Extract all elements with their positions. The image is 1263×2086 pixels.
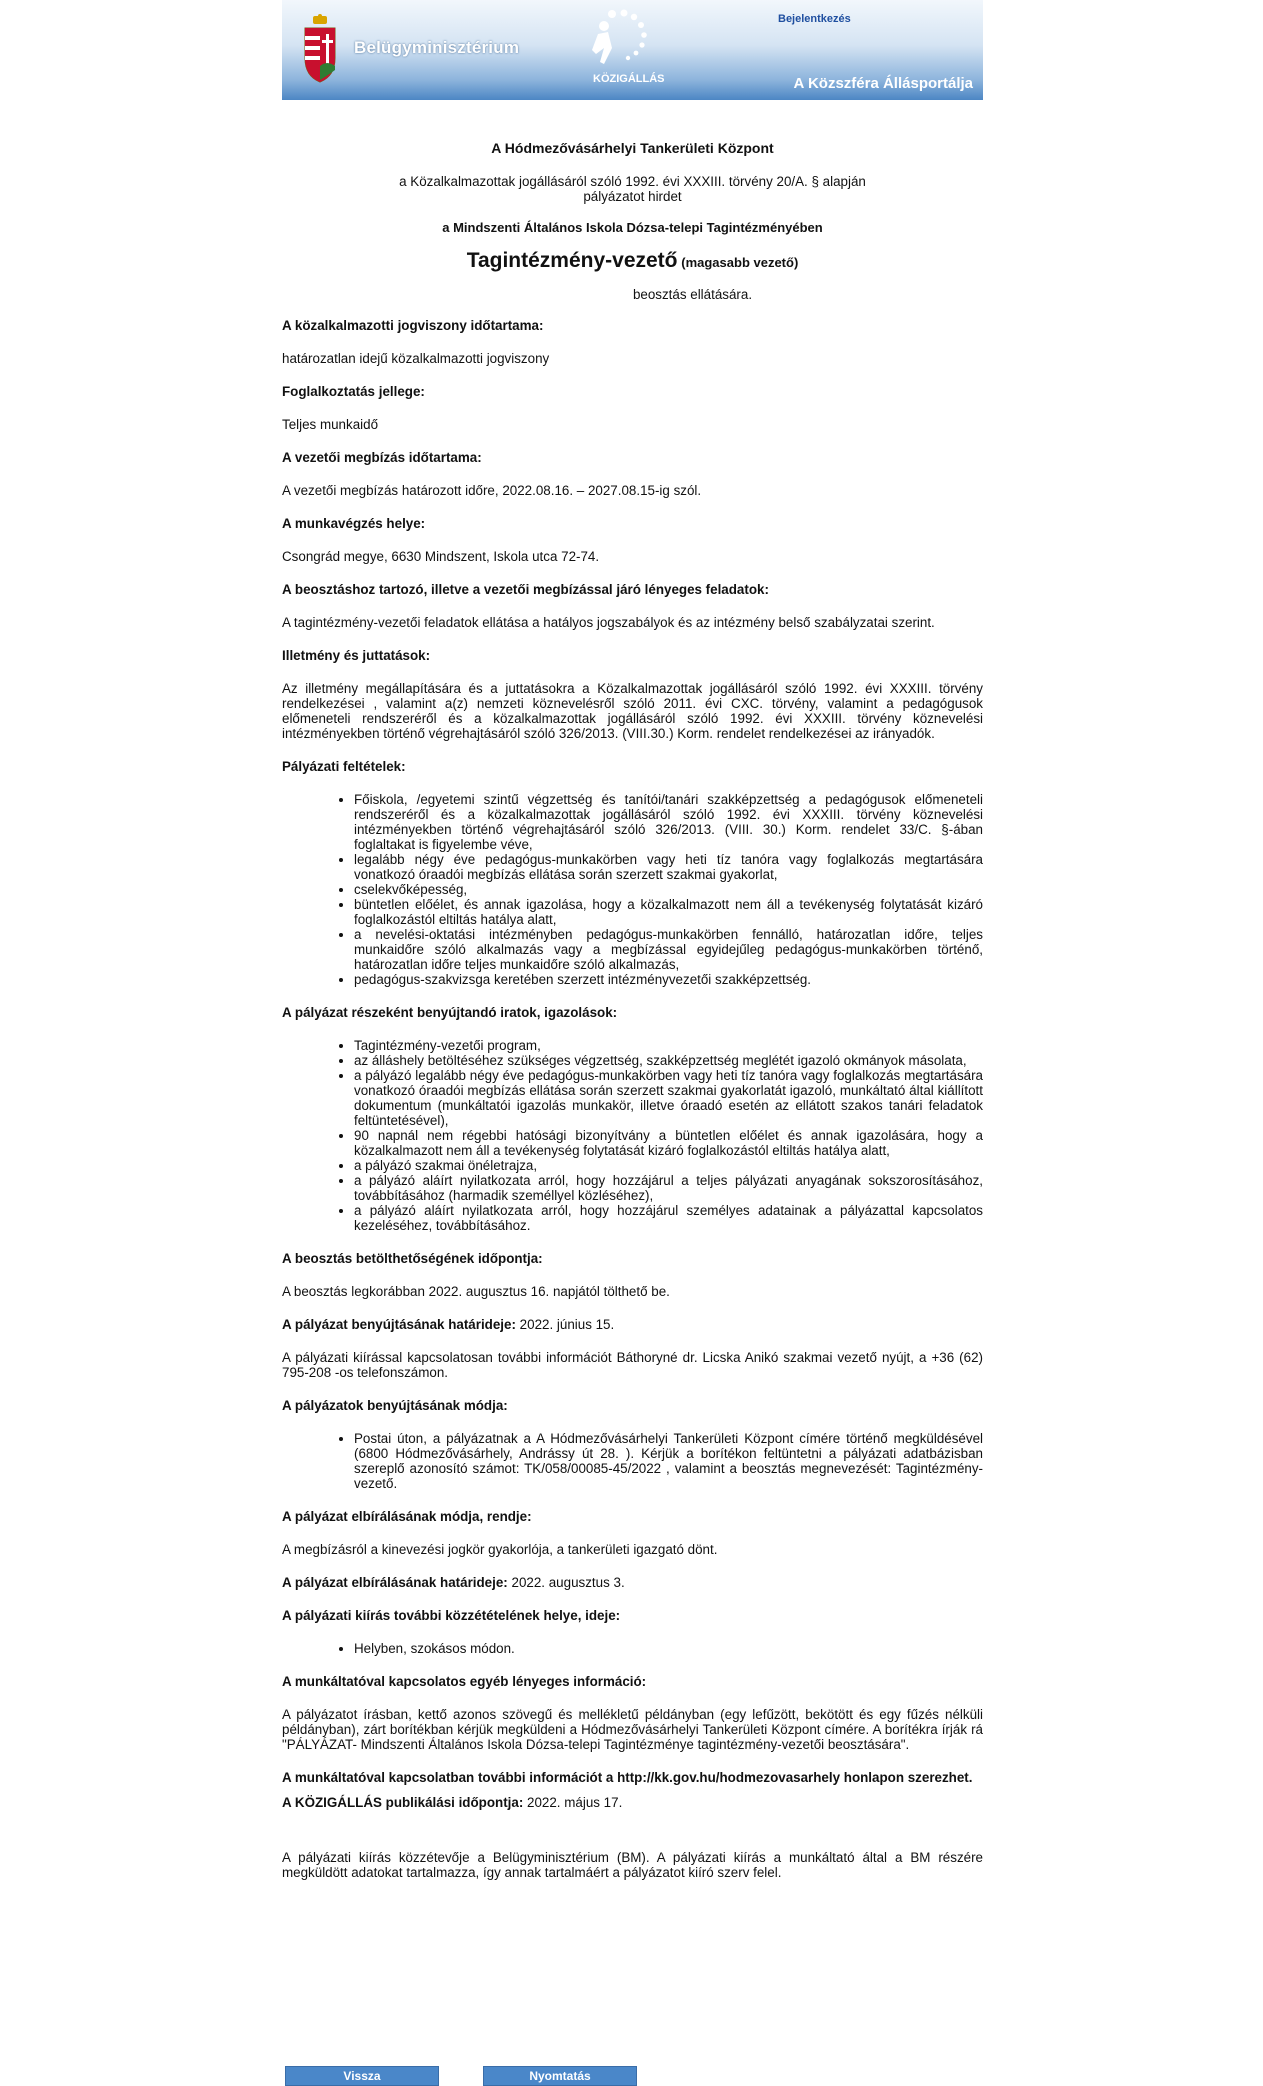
law-reference: a Közalkalmazottak jogállásáról szóló 1992. évi XXXIII. törvény 20/A. § alapján	[399, 174, 866, 189]
section-text: A tagintézmény-vezetői feladatok ellátása a hatályos jogszabályok és az intézmény belső szabályzatai szerint.	[282, 615, 935, 630]
deadline-value: 2022. június 15.	[519, 1317, 615, 1332]
section-text: A vezetői megbízás határozott időre, 2022.08.16. – 2027.08.15-ig szól.	[282, 483, 702, 498]
header-banner	[282, 0, 983, 100]
list-item: • Postai úton, a pályázatnak a A Hódmezővásárhelyi Tankerületi Központ címére történő megküldésével (6800 Hódmezővásárhely, Andrássy út 28. ). Kérjük a borítékon feltüntetni a pályázati adatbázisban szereplő azonosító számot: TK/058/00085-45/2022 , valamint a beosztás megnevezését: Tagintézmény-vezető.	[354, 1431, 983, 1491]
login-link[interactable]: Bejelentkezés	[778, 13, 851, 25]
list-item: • Helyben, szokásos módon.	[354, 1641, 983, 1656]
intro-block	[282, 174, 983, 204]
list-item: • a pályázó legalább négy éve pedagógus-munkakörben vagy heti tíz tanóra vagy foglalkozás megtartására vonatkozó óraadói megbízás ellátása során szerzett szakmai gyakorlatát igazoló, munkáltató által kiállított dokumentum (munkáltatói igazolás munkakör, illetve óraadó esetén az ellátott szakos tanári feladatok feltüntetésével),	[354, 1068, 983, 1128]
list-item: • pedagógus-szakvizsga keretében szerzett intézményvezetői szakképzettség.	[354, 972, 983, 987]
publisher-note: A pályázati kiírás közzétevője a Belügyminisztérium (BM). A pályázati kiírás a munkáltató által a BM részére megküldött adatokat tartalmazza, így annak tartalmáért a pályázatot kiíró szerv felel.	[282, 1850, 983, 1880]
publication-date-label: A KÖZIGÁLLÁS publikálási időpontja:	[282, 1795, 524, 1810]
hungarian-coat-of-arms-icon	[302, 14, 338, 84]
section-title: A beosztás betölthetőségének időpontja:	[282, 1251, 543, 1266]
evaluation-deadline-label: A pályázat elbírálásának határideje:	[282, 1575, 508, 1590]
section-text: határozatlan idejű közalkalmazotti jogviszony	[282, 351, 550, 366]
list-item: • a nevelési-oktatási intézményben pedagógus-munkakörben fennálló, határozatlan időre, teljes munkaidőre szóló alkalmazás vagy a megbízással egyidejűleg pedagógus-munkakörben történő, határozatlan időre teljes munkaidőre szóló alkalmazás,	[354, 927, 983, 972]
section-title: A pályázati kiírás további közzétételének helye, ideje:	[282, 1608, 621, 1623]
section-title: Foglalkoztatás jellege:	[282, 384, 425, 399]
list-item: • Főiskola, /egyetemi szintű végzettség és tanítói/tanári szakképzettség a pedagógusok előmeneteli rendszeréről és a közalkalmazottak jogállásáról szóló 1992. évi XXXIII. törvény köznevelési intézményekben történő végrehajtásáról szóló 326/2013. (VIII. 30.) Korm. rendelet 33/C. §-ában foglaltakat is figyelembe véve,	[354, 792, 983, 852]
submission-list	[282, 1431, 983, 1491]
section-text: Teljes munkaidő	[282, 417, 379, 432]
requirements-list	[282, 792, 983, 987]
kozigallas-logo-icon	[582, 8, 652, 68]
portal-title: A Közszféra Állásportálja	[793, 75, 973, 92]
section-title: A munkavégzés helye:	[282, 516, 426, 531]
back-button[interactable]: Vissza	[285, 2066, 439, 2086]
list-item: • a pályázó aláírt nyilatkozata arról, hogy hozzájárul személyes adatainak a pályázattal kapcsolatos kezeléséhez, továbbításához.	[354, 1203, 983, 1233]
employer-website-info: A munkáltatóval kapcsolatban további információt a http://kk.gov.hu/hodmezovasarhely honlapon szerezhet.	[282, 1770, 973, 1785]
list-item: • a pályázó aláírt nyilatkozata arról, hogy hozzájárul a teljes pályázati anyagának sokszorosításához, továbbításához (harmadik személlyel közléséhez),	[354, 1173, 983, 1203]
section-title: A munkáltatóval kapcsolatos egyéb lényeges információ:	[282, 1674, 647, 1689]
position-title: Tagintézmény-vezető	[466, 249, 678, 272]
list-item: • legalább négy éve pedagógus-munkakörben vagy heti tíz tanóra vagy foglalkozás megtartására vonatkozó óraadói megbízás ellátása során szerzett szakmai gyakorlat,	[354, 852, 983, 882]
page-container	[282, 0, 983, 1880]
section-text: A pályázatot írásban, kettő azonos szövegű és mellékletű példányban (egy lefűzött, bekötött és egy fűzés nélküli példányban), zárt borítékban kérjük megküldeni a Hódmezővásárhelyi Tankerületi Központ címére. A borítékra írják rá "PÁLYÁZAT- Mindszenti Általános Iskola Dózsa-telepi Tagintézménye tagintézmény-vezetői beosztására".	[282, 1707, 983, 1752]
position-suffix: (magasabb vezető)	[681, 255, 799, 270]
deadline-line	[282, 1317, 983, 1332]
documents-list	[282, 1038, 983, 1233]
section-text: Csongrád megye, 6630 Mindszent, Iskola utca 72-74.	[282, 549, 600, 564]
employer-name: A Hódmezővásárhelyi Tankerületi Központ	[491, 140, 774, 156]
salary-text: Az illetmény megállapítására és a juttatásokra a Közalkalmazottak jogállásáról szóló 1992. évi XXXIII. törvény rendelkezései , valamint a(z) nemzeti köznevelésről szóló 2011. évi CXC. törvény, valamint a pedagógusok előmeneteli rendszeréről és a közalkalmazottak jogállásáról szóló 1992. évi XXXIII. törvény köznevelési intézményekben történő végrehajtásáról szóló 326/2013. (VIII.30.) Korm. rendelet rendelkezései az irányadók.	[282, 681, 983, 741]
deadline-label: A pályázat benyújtásának határideje:	[282, 1317, 516, 1332]
section-title: A beosztáshoz tartozó, illetve a vezetői megbízással járó lényeges feladatok:	[282, 582, 769, 597]
list-item: • az álláshely betöltéséhez szükséges végzettség, szakképzettség meglétét igazoló okmányok másolata,	[354, 1053, 983, 1068]
section-title: A közalkalmazotti jogviszony időtartama:	[282, 318, 544, 333]
position-heading	[282, 249, 983, 273]
publication-date-value: 2022. május 17.	[527, 1795, 623, 1810]
section-text: A megbízásról a kinevezési jogkör gyakorlója, a tankerületi igazgató dönt.	[282, 1542, 718, 1557]
kozigallas-label: KÖZIGÁLLÁS	[593, 73, 665, 85]
print-button[interactable]: Nyomtatás	[483, 2066, 637, 2086]
ministry-name: Belügyminisztérium	[354, 38, 520, 57]
button-bar	[285, 2066, 985, 2086]
list-item: • Tagintézmény-vezetői program,	[354, 1038, 983, 1053]
section-title: A pályázat részeként benyújtandó iratok, igazolások:	[282, 1005, 618, 1020]
contact-info: A pályázati kiírással kapcsolatosan további információt Báthoryné dr. Licska Anikó szakmai vezető nyújt, a +36 (62) 795-208 -os telefonszámon.	[282, 1350, 983, 1380]
section-title: Illetmény és juttatások:	[282, 648, 431, 663]
section-title: Pályázati feltételek:	[282, 759, 406, 774]
duty-text: beosztás ellátására.	[632, 287, 753, 302]
section-text: A beosztás legkorábban 2022. augusztus 16. napjától tölthető be.	[282, 1284, 670, 1299]
list-item: • cselekvőképesség,	[354, 882, 983, 897]
evaluation-deadline-line	[282, 1575, 983, 1590]
workplace-name: a Mindszenti Általános Iskola Dózsa-telepi Tagintézményében	[442, 220, 823, 235]
publication-list	[282, 1641, 983, 1656]
evaluation-deadline-value: 2022. augusztus 3.	[511, 1575, 625, 1590]
list-item: • 90 napnál nem régebbi hatósági bizonyítvány a büntetlen előélet és annak igazolására, hogy a közalkalmazott nem áll a tevékenység folytatását kizáró foglalkozástól eltiltás hatálya alatt,	[354, 1128, 983, 1158]
section-title: A vezetői megbízás időtartama:	[282, 450, 482, 465]
section-title: A pályázatok benyújtásának módja:	[282, 1398, 508, 1413]
list-item: • büntetlen előélet, és annak igazolása, hogy a közalkalmazott nem áll a tevékenység folytatását kizáró foglalkozástól eltiltás hatálya alatt,	[354, 897, 983, 927]
publication-date-line	[282, 1795, 983, 1810]
announcement: pályázatot hirdet	[583, 189, 682, 204]
list-item: • a pályázó szakmai önéletrajza,	[354, 1158, 983, 1173]
section-title: A pályázat elbírálásának módja, rendje:	[282, 1509, 532, 1524]
